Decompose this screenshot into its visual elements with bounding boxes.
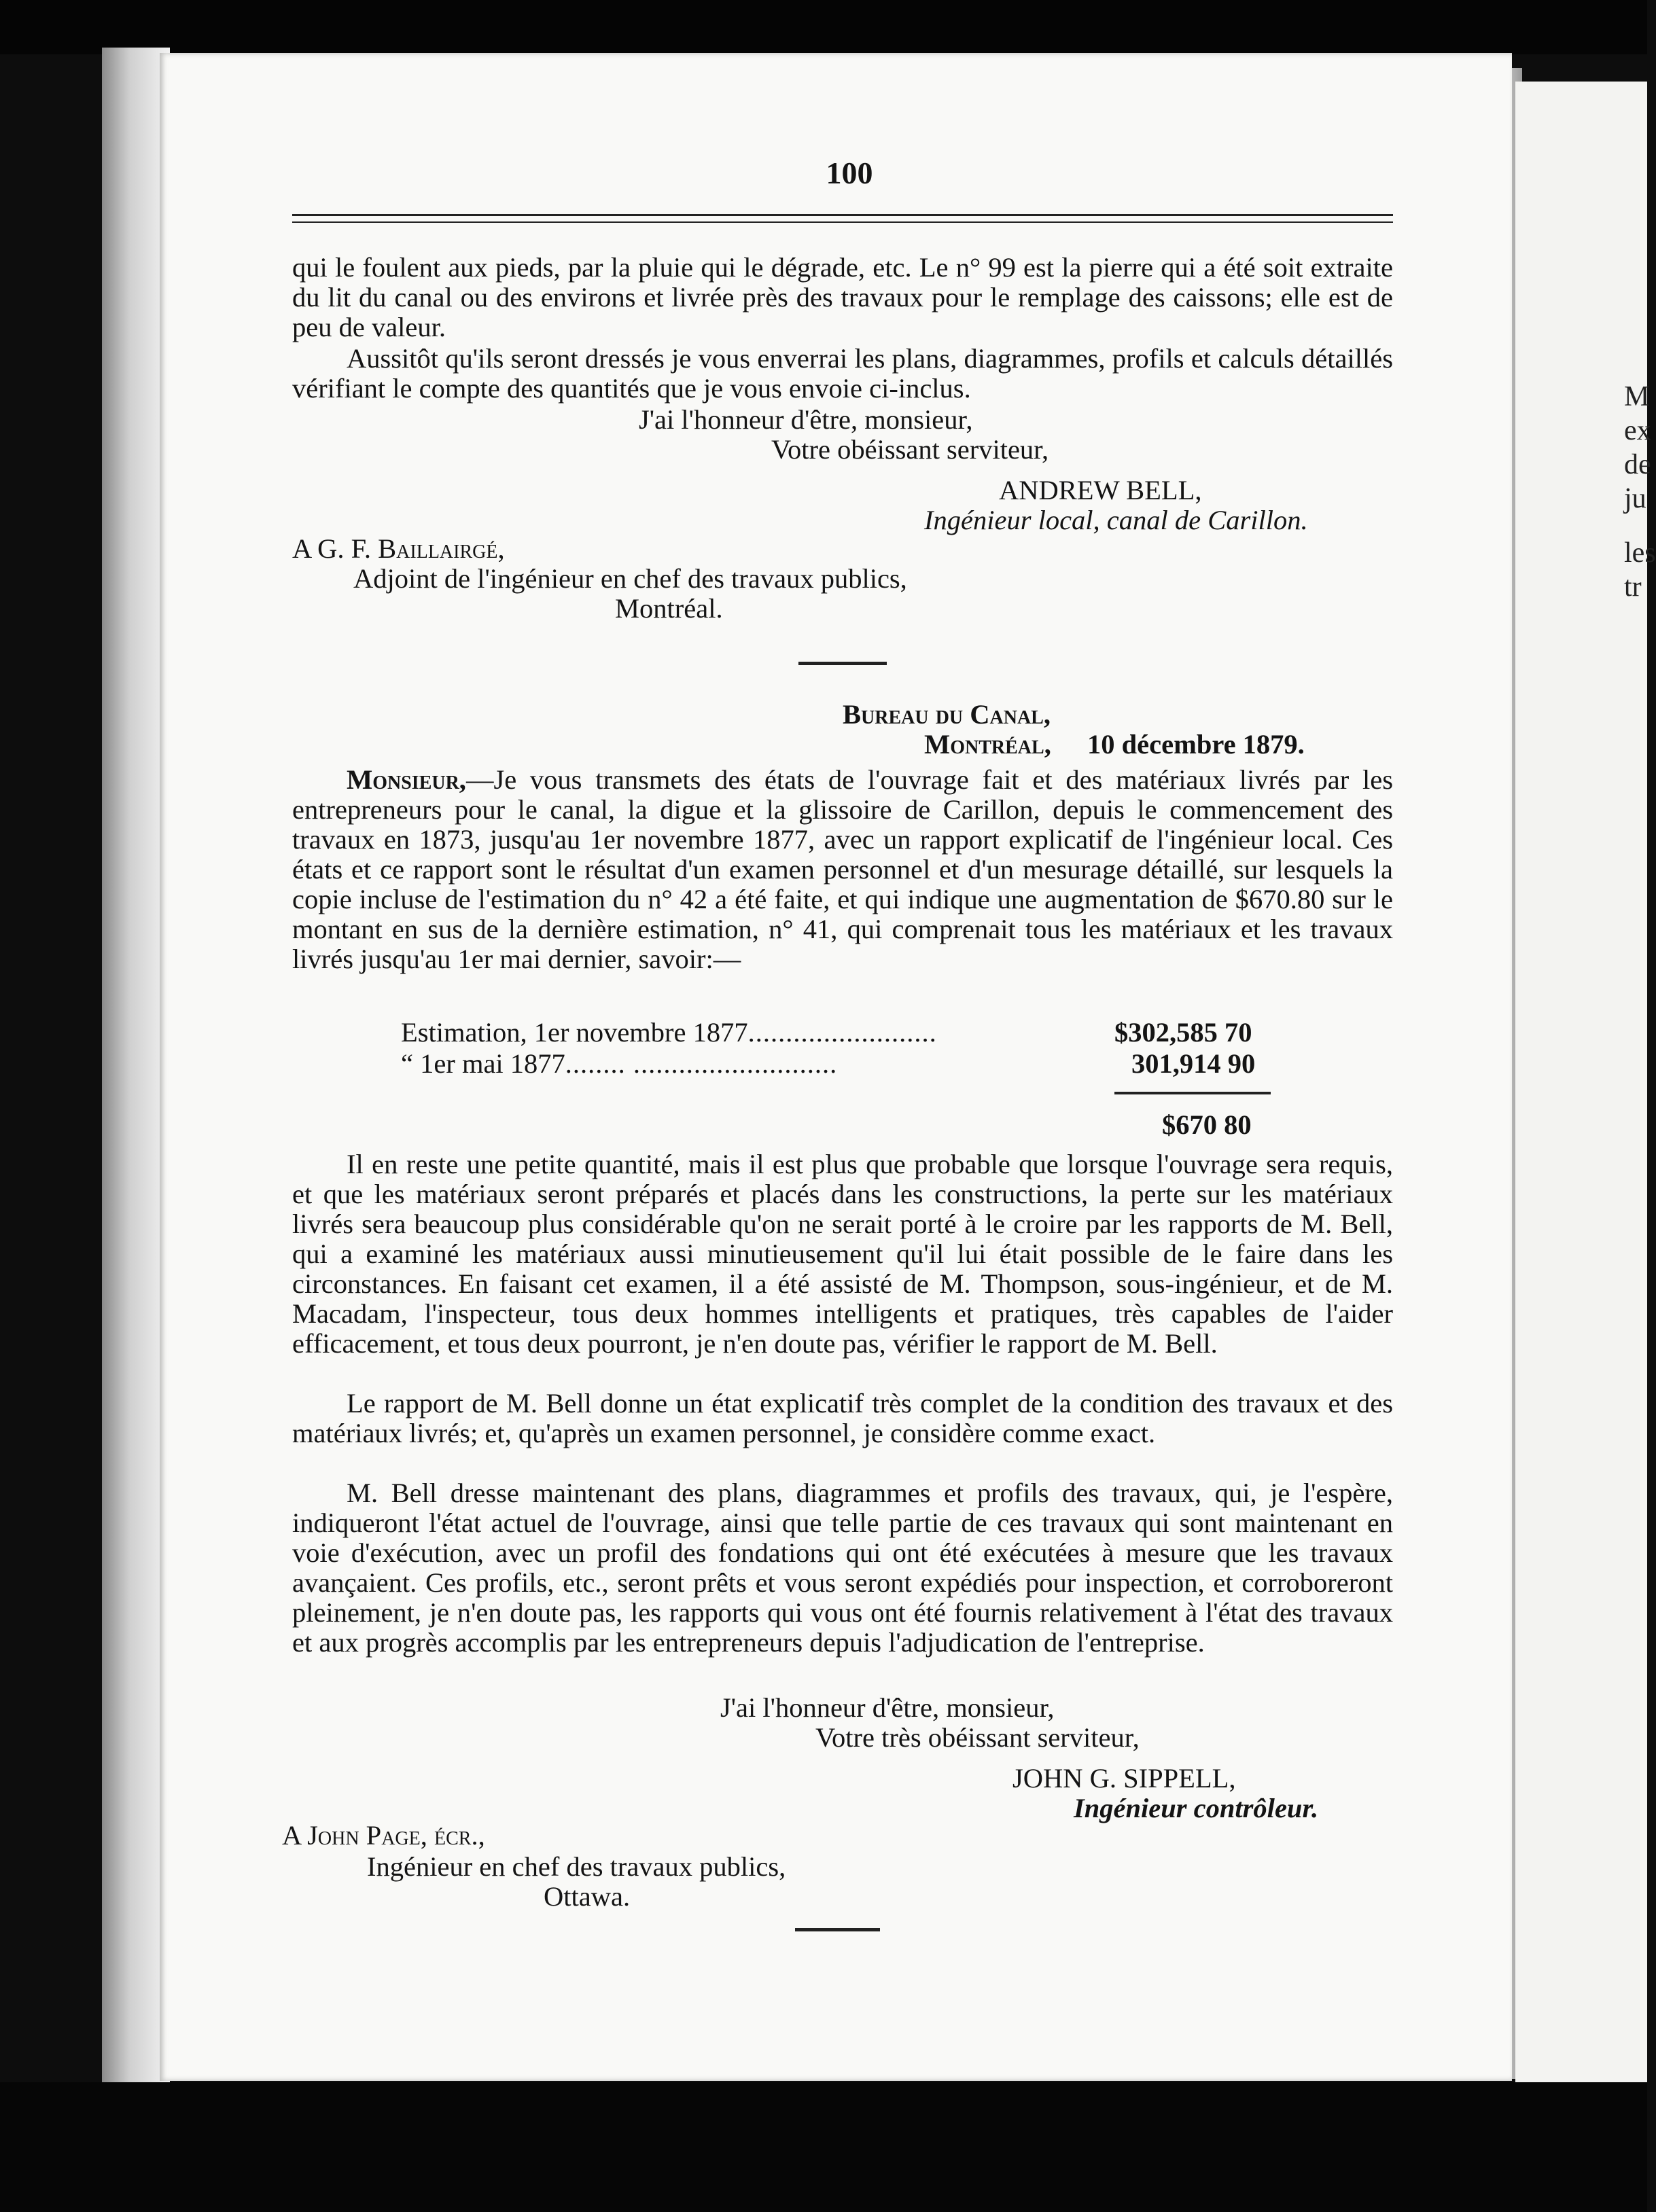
letter-body-text: —Je vous transmets des états de l'ouvrage fait et des matériaux livrés par les entrepreneurs pour le canal, la digue et la glissoire de Carillon, depuis le commencement des travaux en 1873, jusqu'au 1er novembre 1877, avec un rapport explicatif de l'ingénieur local. Ces états et ce rapport sont le résultat d'un examen personnel et d'un mesurage détaillé, sur lesquels la copie incluse de l'estimation du n° 42 a été faite, et qui indique une augmentation de $670.80 sur le montant en sus de la dernière estimation, n° 41, qui comprenait tous les matériaux et les travaux livrés jusqu'au 1er mai dernier, savoir:—	[292, 764, 1393, 974]
addressee-name: A G. F. Baillairgé,	[292, 533, 505, 564]
estimate-row	[401, 1016, 937, 1048]
estimate-row-amount: $302,585 70	[1114, 1017, 1252, 1048]
paragraph: Le rapport de M. Bell donne un état explicatif très complet de la condition des travaux et des matériaux livrés; et, qu'après un examen personnel, je considère comme exact.	[292, 1388, 1393, 1448]
paragraph-continuation: qui le foulent aux pieds, par la pluie qui le dégrade, etc. Le n° 99 est la pierre qui a été soit extraite du lit du canal ou des environs et livrée près des travaux pour le remplage des caissons; elle est de peu de valeur.	[292, 252, 1393, 342]
signature-name: JOHN G. SIPPELL,	[1012, 1763, 1236, 1794]
adjacent-text-fragment: de	[1624, 449, 1651, 480]
page-number: 100	[826, 156, 873, 190]
closing-servant: Votre obéissant serviteur,	[771, 434, 1049, 465]
addressee-title: Adjoint de l'ingénieur en chef des travaux publics,	[353, 563, 907, 594]
leader-dots: ........ ...........................	[565, 1048, 838, 1079]
estimate-row	[401, 1048, 837, 1080]
adjacent-text-fragment: ex	[1624, 415, 1651, 446]
adjacent-text-fragment: tr	[1624, 571, 1642, 603]
signature-title: Ingénieur contrôleur.	[1074, 1793, 1319, 1823]
addressee-title: Ingénieur en chef des travaux publics,	[367, 1851, 786, 1882]
paragraph: Il en reste une petite quantité, mais il est plus que probable que lorsque l'ouvrage sera requis, et que les matériaux seront préparés et placés dans les constructions, la perte sur les matériaux livrés sera beaucoup plus considérable qu'on ne serait porté à le croire par les rapports de M. Bell, qui a examiné les matériaux aussi minutieusement qu'il lui était possible de le faire dans les circonstances. En faisant cet examen, il a été assisté de M. Thompson, sous-ingénieur, et de M. Macadam, l'inspecteur, tous deux hommes intelligents et pratiques, très capables de l'aider efficacement, et tous deux pourront, je n'en doute pas, vérifier le rapport de M. Bell.	[292, 1149, 1393, 1359]
estimate-row-label: “ 1er mai 1877	[401, 1048, 565, 1079]
scan-background-top	[0, 0, 1647, 54]
header-rule-secondary	[292, 221, 1393, 223]
closing-salutation: J'ai l'honneur d'être, monsieur,	[720, 1692, 1055, 1723]
addressee-name: A John Page, écr.,	[282, 1820, 485, 1851]
paragraph: M. Bell dresse maintenant des plans, diagrammes et profils des travaux, qui, je l'espère, indiqueront l'état actuel de l'ouvrage, ainsi que telle partie de ces travaux qui sont maintenant en voie d'exécution, avec un profil des fondations qui ont été exécutées à mesure que les travaux avançaient. Ces profils, etc., seront prêts et vous seront expédiés pour inspection, et corroboreront pleinement, je n'en doute pas, les rapports qui vous ont été fournis relativement à l'état des travaux et aux progrès accomplis par les entrepreneurs depuis l'adjudication de l'entreprise.	[292, 1478, 1393, 1658]
paragraph: Aussitôt qu'ils seront dressés je vous enverrai les plans, diagrammes, profils et calculs détaillés vérifiant le compte des quantités que je vous envoie ci-inclus.	[292, 343, 1393, 404]
scan-background-bottom	[0, 2082, 1647, 2212]
closing-salutation: J'ai l'honneur d'être, monsieur,	[639, 404, 973, 435]
letter-body-opening	[292, 765, 1393, 974]
adjacent-page	[1515, 82, 1656, 2086]
letter-salutation: Monsieur,	[347, 764, 466, 795]
letter-header-office: Bureau du Canal,	[843, 699, 1051, 730]
estimate-total: $670 80	[1162, 1109, 1252, 1140]
leader-dots: .........................	[747, 1017, 937, 1048]
section-separator	[798, 662, 887, 665]
adjacent-text-fragment: les	[1624, 537, 1656, 569]
adjacent-text-fragment: ju	[1624, 483, 1646, 514]
adjacent-text-fragment: M	[1624, 381, 1650, 412]
section-separator	[795, 1928, 880, 1931]
header-rule	[292, 214, 1393, 216]
signature-name: ANDREW BELL,	[999, 475, 1202, 505]
closing-servant: Votre très obéissant serviteur,	[815, 1722, 1140, 1753]
estimate-row-label: Estimation, 1er novembre 1877	[401, 1017, 748, 1048]
letter-header-date: 10 décembre 1879.	[1087, 729, 1305, 760]
addressee-city: Montréal.	[615, 593, 723, 624]
addressee-city: Ottawa.	[544, 1881, 631, 1912]
sum-rule	[1114, 1092, 1271, 1094]
estimate-row-amount: 301,914 90	[1131, 1048, 1256, 1079]
letter-header-place: Montréal,	[924, 729, 1051, 760]
signature-title: Ingénieur local, canal de Carillon.	[924, 505, 1308, 535]
